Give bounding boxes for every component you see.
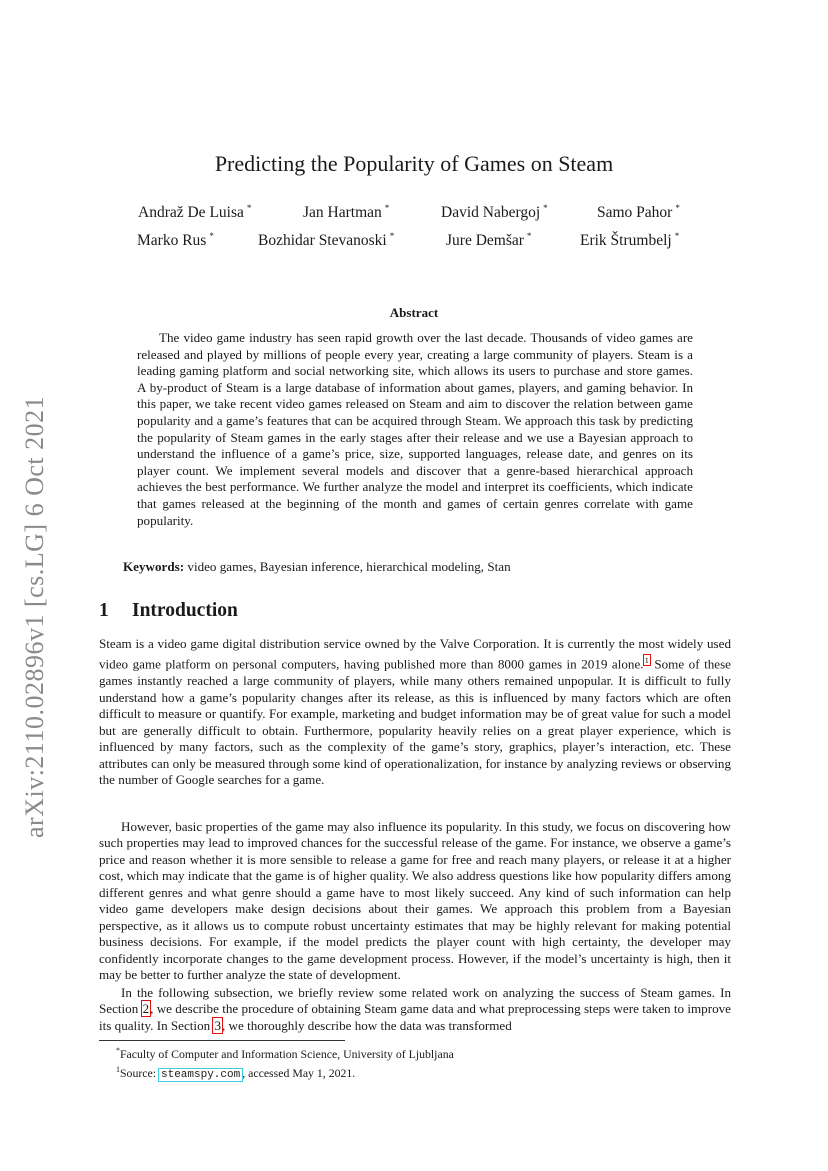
paragraph: Steam is a video game digital distribution service owned by the Valve Corporation. It is currently the most widely used video game platform on personal computers, having published more than 8000 games in 2019 alone.$^1$ Some of these games instantly reached a large community of players, while many others remained unpopular. It is difficult to fully understand how a game’s popularity changes after its release, as this is influenced by many factors which are often difficult to measure or quantify. For example, marketing and budget information may be of great value for such a model but are generally difficult to obtain. Furthermore, popularity heavily relies on a great player experience, which is influenced by many factors, such as the complexity of the game’s story, graphics, player’s interaction, etc. These attributes can only be measured through some kind of operationalization, for instance by analyzing reviews or observing the number of Google searches for a game. — [99, 636, 731, 787]
keywords — [123, 559, 511, 575]
author: Marko Rus * — [137, 231, 214, 250]
section-ref-link[interactable]: 2 — [142, 1001, 150, 1017]
keywords-text: video games, Bayesian inference, hierarchical modeling, Stan — [187, 559, 511, 574]
author: Erik Štrumbelj * — [580, 231, 680, 250]
section-title: Introduction — [132, 600, 238, 621]
footnote-link[interactable]: 1 — [644, 655, 649, 666]
author: Bozhidar Stevanoski * — [258, 231, 395, 250]
author: Samo Pahor * — [597, 203, 680, 222]
section-heading-introduction — [99, 600, 238, 622]
abstract-heading: Abstract — [389, 305, 439, 320]
footnote-divider — [99, 1040, 345, 1041]
keywords-label: Keywords: — [123, 559, 185, 574]
author: David Nabergoj * — [441, 203, 548, 222]
author: Jan Hartman * — [303, 203, 390, 222]
arxiv-side-stamp: arXiv:2110.02896v1 [cs.LG] 6 Oct 2021 — [20, 395, 49, 838]
footnote-affiliation: *Faculty of Computer and Information Science, University of Ljubljana — [116, 1046, 454, 1061]
footnote-source: $^1$Source: steamspy.com , accessed May 1, 2021. — [116, 1064, 356, 1081]
footnotes — [116, 1043, 454, 1083]
section-number: 1 — [99, 600, 109, 621]
paragraph: However, basic properties of the game may also influence its popularity. In this study, we focus on discovering how such properties may lead to improved chances for the successful release of the game. For instance, we observe a game’s price and reason whether it is more sensible to release a game for free and reach many players, or release it at a higher cost, which may indicate that the game is of higher quality. We also address questions like how popularity differs among different genres and what genre should a game have to most likely succeed. Any kind of such information can help video game developers make design decisions about their games. We approach this problem from a Bayesian perspective, as it allows us to compute robust uncertainty estimates that may be highly relevant for making potential business decisions. For example, if the model predicts the player count with high certainty, the developer may confidently incorporate changes to the game development process. However, if the model’s uncertainty is high, then it may be better to further analyze the state of development. — [99, 819, 731, 983]
author: Jure Demšar * — [446, 231, 532, 250]
paper-title: Predicting the Popularity of Games on Steam — [214, 151, 614, 176]
source-url-link[interactable]: steamspy.com — [161, 1068, 241, 1081]
abstract-text: The video game industry has seen rapid growth over the last decade. Thousands of video games are released and played by millions of people every year, creating a large community of players. Steam is a leading gaming platform and social networking site, which allows its users to purchase and store games. A by-product of Steam is a large database of information about games, players, and gaming behavior. In this paper, we take recent video games released on Steam and aim to discover the relation between game popularity and a game’s features that can be acquired through Steam. We approach this task by predicting the popularity of Steam games in the early stages after their release and we use a Bayesian approach to understand the influence of a game’s price, size, supported languages, release date, and genres on its player count. We implement several models and discover that a genre-based hierarchical approach achieves the best performance. We further analyze the model and interpret its coefficients, which indicate that games released at the beginning of the month and games of certain genres correlate with game popularity. — [137, 330, 693, 528]
paragraph: In the following subsection, we briefly review some related work on analyzing the success of Steam games. In Section 2, we describe the procedure of obtaining Steam game data and what preprocessing steps were taken to improve its quality. In Section 3, we thoroughly describe how the data was transformed — [99, 985, 731, 1033]
section-ref-link[interactable]: 3 — [214, 1017, 221, 1033]
author: Andraž De Luisa * — [138, 203, 252, 222]
